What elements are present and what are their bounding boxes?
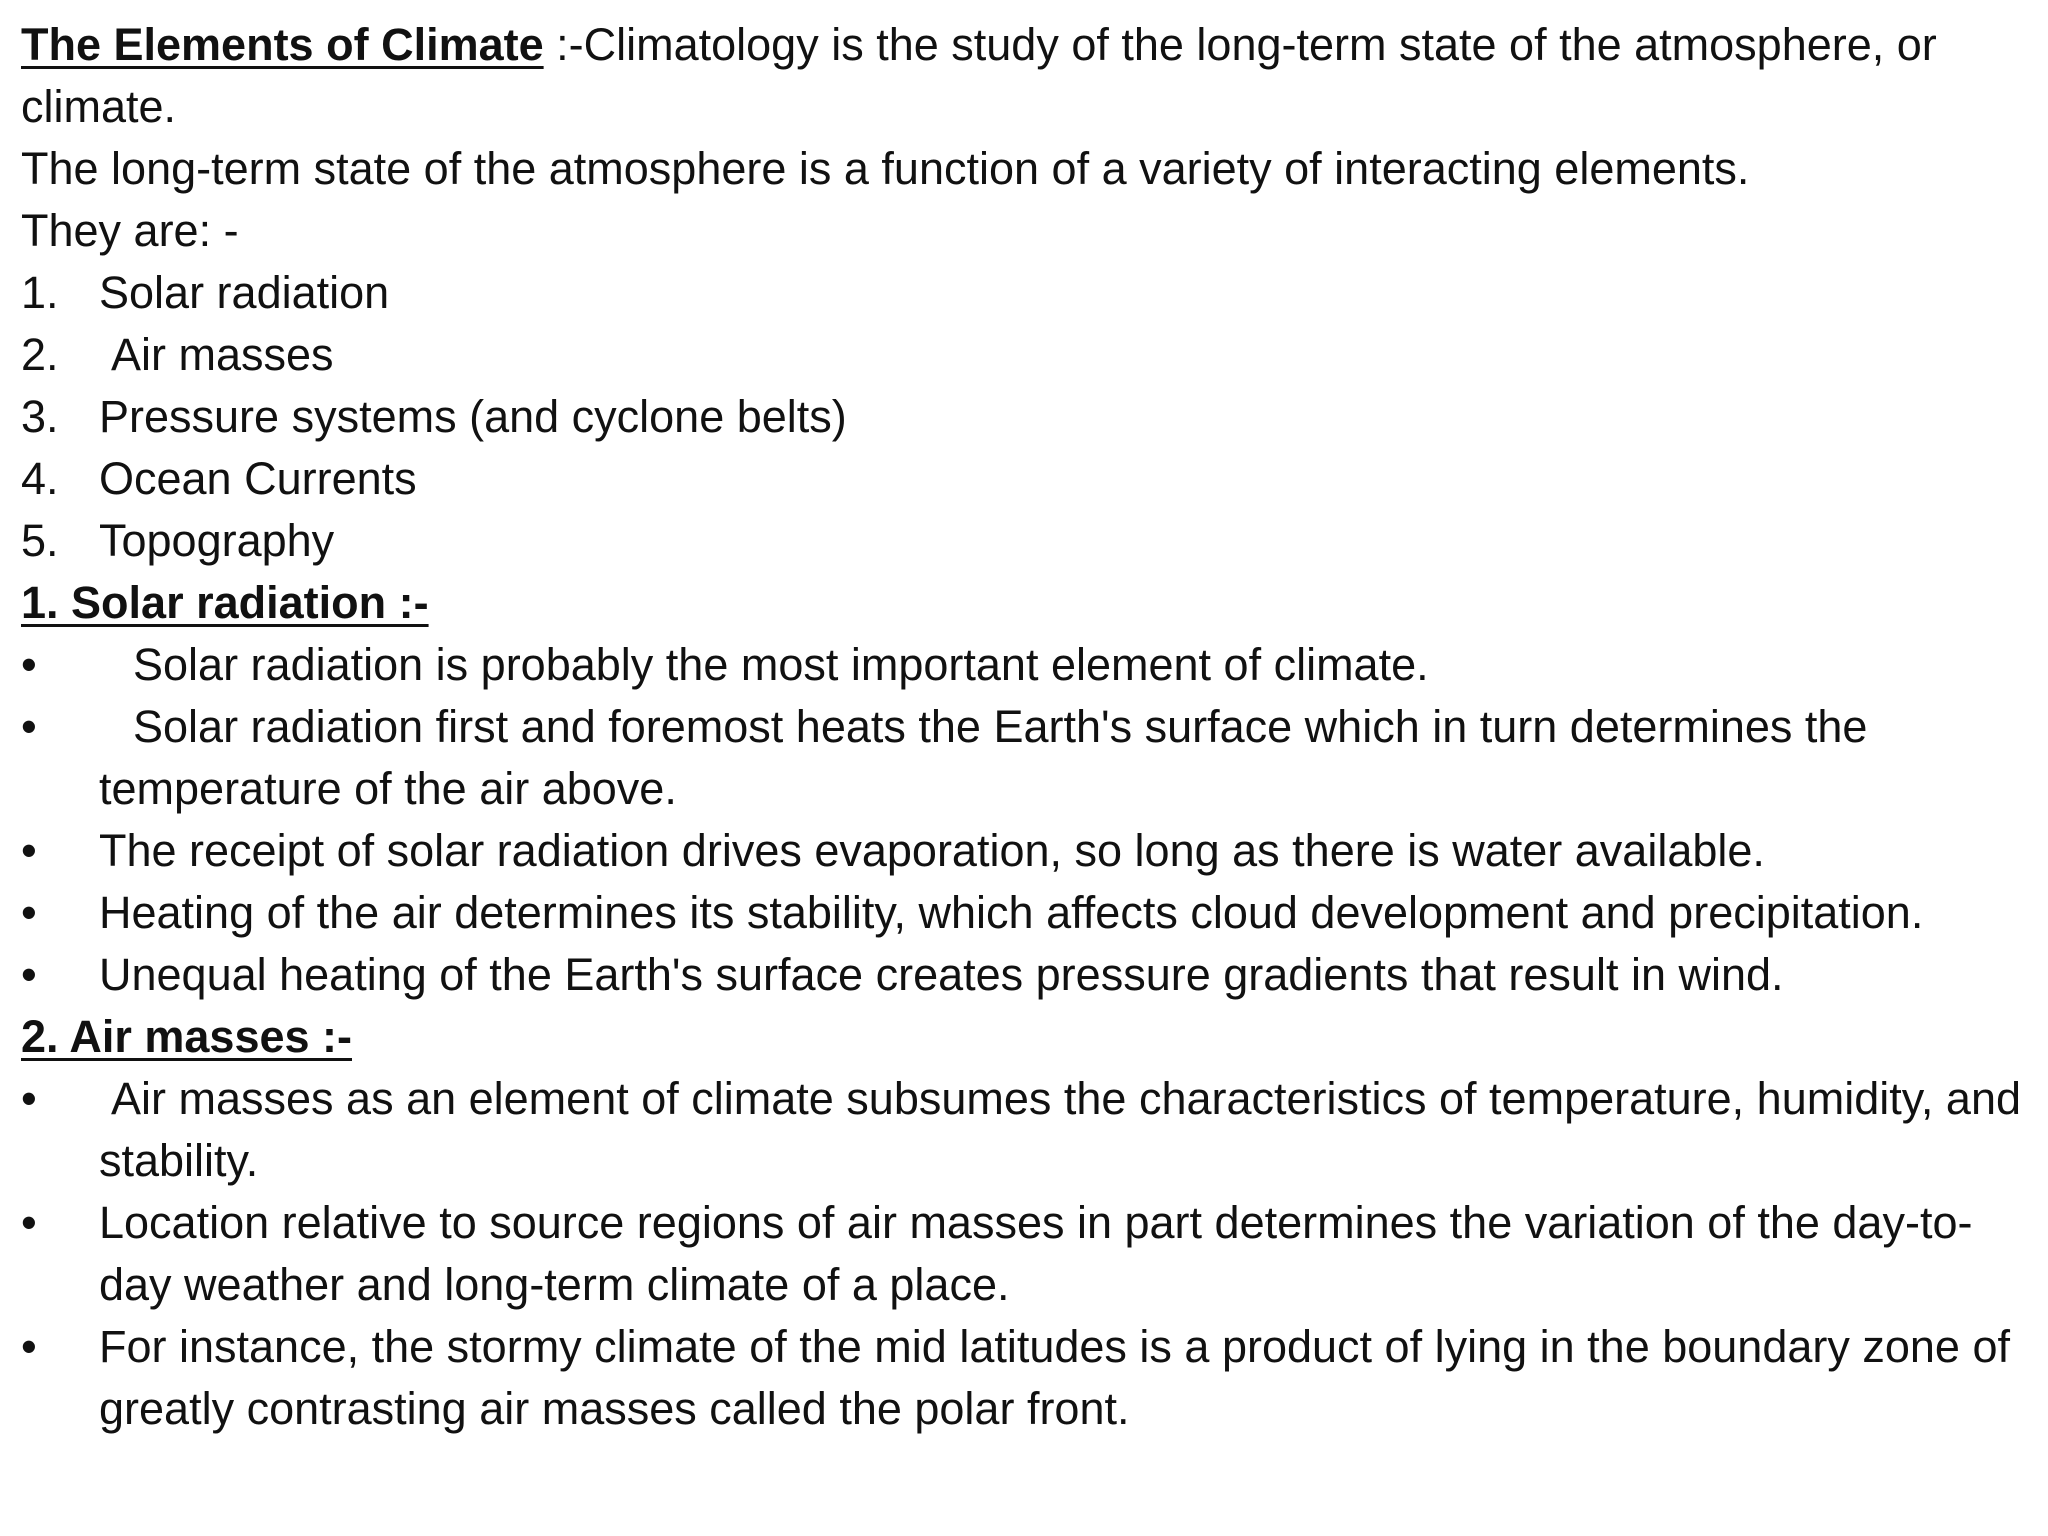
bullet-text: The receipt of solar radiation drives evaporation, so long as there is water available. xyxy=(99,825,1765,876)
list-item xyxy=(21,634,2031,696)
section-heading-solar-radiation: 1. Solar radiation :- xyxy=(21,577,429,628)
list-item-number: 3. xyxy=(21,391,59,442)
list-item-label: Solar radiation xyxy=(99,267,390,318)
bullet-text: Unequal heating of the Earth's surface creates pressure gradients that result in wind. xyxy=(99,949,1784,1000)
page-title: The Elements of Climate xyxy=(21,19,544,70)
bullet-icon: • xyxy=(21,949,37,1000)
list-item xyxy=(21,1192,2031,1316)
bullet-icon: • xyxy=(21,1073,37,1124)
list-item xyxy=(21,1068,2031,1192)
elements-list xyxy=(21,262,2031,572)
solar-radiation-bullets xyxy=(21,634,2031,1006)
list-item-number: 4. xyxy=(21,453,59,504)
list-item xyxy=(21,944,2031,1006)
list-item xyxy=(21,262,2031,324)
bullet-icon: • xyxy=(21,639,37,690)
list-item xyxy=(21,386,2031,448)
intro-definition-text: :-Climatology is the study of the long-term state of the atmosphere, or climate. xyxy=(21,19,1937,132)
bullet-icon: • xyxy=(21,887,37,938)
bullet-text: Air masses as an element of climate subsumes the characteristics of temperature, humidity, and stability. xyxy=(99,1073,2021,1186)
list-item-label: Air masses xyxy=(111,329,334,380)
list-item xyxy=(21,448,2031,510)
bullet-icon: • xyxy=(21,701,37,752)
bullet-text: Solar radiation first and foremost heats the Earth's surface which in turn determines the temperature of the air above. xyxy=(99,701,1868,814)
list-item xyxy=(21,882,2031,944)
bullet-text: Location relative to source regions of air masses in part determines the variation of the day-to-day weather and long-term climate of a place. xyxy=(99,1197,1973,1310)
bullet-text: Heating of the air determines its stability, which affects cloud development and precipitation. xyxy=(99,887,1924,938)
bullet-text: For instance, the stormy climate of the mid latitudes is a product of lying in the boundary zone of greatly contrasting air masses called the polar front. xyxy=(99,1321,2010,1434)
list-item xyxy=(21,696,2031,820)
intro-line-3: They are: - xyxy=(21,205,239,256)
intro-definition xyxy=(21,14,2031,138)
list-item xyxy=(21,324,2031,386)
list-item xyxy=(21,1316,2031,1440)
bullet-text: Solar radiation is probably the most important element of climate. xyxy=(133,639,1429,690)
bullet-icon: • xyxy=(21,825,37,876)
list-item xyxy=(21,820,2031,882)
section-heading-air-masses: 2. Air masses :- xyxy=(21,1011,352,1062)
slide-content xyxy=(21,14,2031,1440)
bullet-icon: • xyxy=(21,1321,37,1372)
list-item-label: Topography xyxy=(99,515,335,566)
list-item-number: 5. xyxy=(21,515,59,566)
list-item-label: Ocean Currents xyxy=(99,453,417,504)
list-item-number: 1. xyxy=(21,267,59,318)
list-item xyxy=(21,510,2031,572)
intro-line-2: The long-term state of the atmosphere is a function of a variety of interacting elements. xyxy=(21,143,1750,194)
bullet-icon: • xyxy=(21,1197,37,1248)
air-masses-bullets xyxy=(21,1068,2031,1440)
list-item-label: Pressure systems (and cyclone belts) xyxy=(99,391,847,442)
list-item-number: 2. xyxy=(21,329,59,380)
